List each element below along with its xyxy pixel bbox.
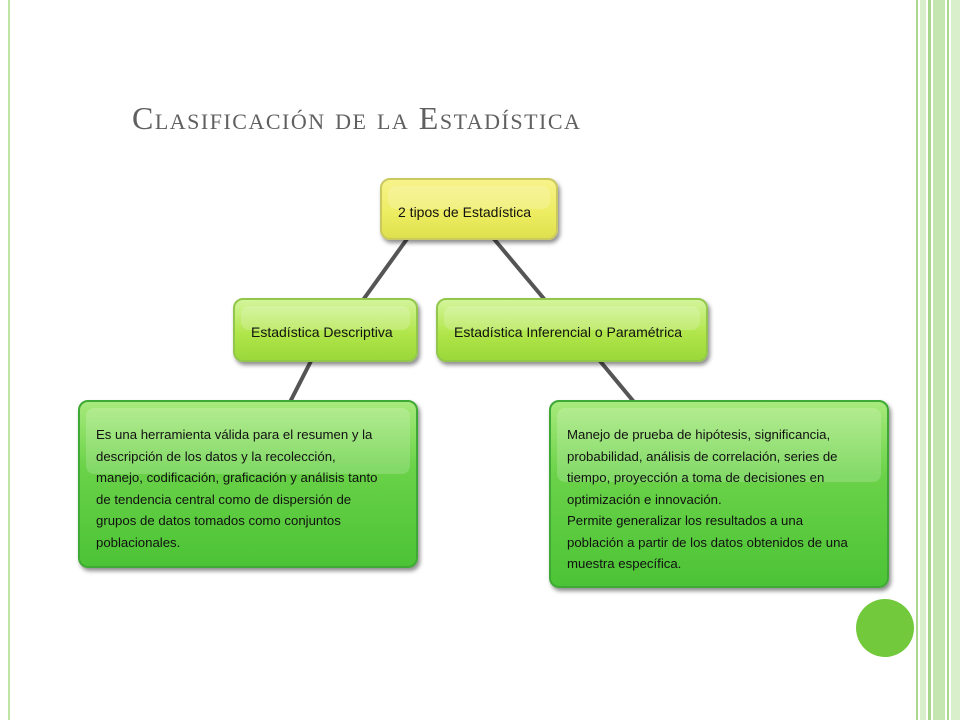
node-estadistica-inferencial — [436, 298, 708, 362]
description-line: Permite generalizar los resultados a una — [567, 513, 804, 528]
node-estadistica-descriptiva — [233, 298, 418, 362]
description-line: manejo, codificación, graficación y análisis tanto — [96, 470, 378, 485]
decorative-green-circle — [856, 599, 914, 657]
inferencial-description-box — [549, 400, 889, 588]
description-line: Manejo de prueba de hipótesis, significancia, — [567, 427, 831, 442]
node-label: Estadística Inferencial o Paramétrica — [454, 324, 682, 340]
description-line: optimización e innovación. — [567, 491, 722, 507]
description-line: muestra específica. — [567, 556, 682, 571]
description-line: poblacionales. — [96, 534, 181, 550]
description-line: grupos de datos tomados como conjuntos — [96, 513, 341, 528]
node-label: Estadística Descriptiva — [251, 324, 393, 340]
connector-root-to-descriptiva — [363, 239, 407, 300]
description-line: población a partir de los datos obtenidos de una — [567, 534, 848, 550]
root-node-label: 2 tipos de Estadística — [398, 204, 532, 220]
description-line: tiempo, proyección a toma de decisiones en — [567, 470, 825, 485]
description-line: de tendencia central como de dispersión de — [96, 491, 352, 507]
connector-descriptiva-to-leaf — [290, 361, 311, 402]
description-line: Es una herramienta válida para el resumen y la — [96, 427, 373, 442]
slide-title: Clasificación de la Estadística — [132, 100, 582, 136]
description-line: descripción de los datos y la recolección, — [96, 448, 336, 464]
connector-inferencial-to-leaf — [600, 361, 634, 402]
description-line: probabilidad, análisis de correlación, series de — [567, 448, 838, 464]
descriptiva-description-box — [78, 400, 418, 568]
root-node — [380, 178, 558, 240]
connector-root-to-inferencial — [494, 239, 545, 300]
